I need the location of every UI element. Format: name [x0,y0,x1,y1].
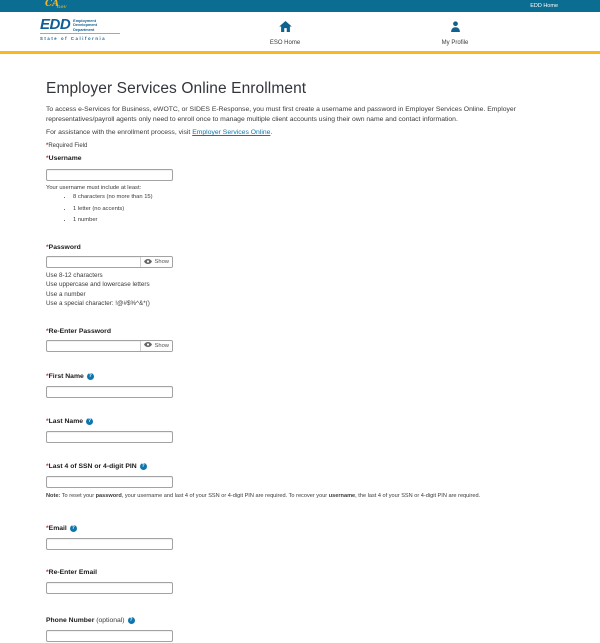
page-title: Employer Services Online Enrollment [46,80,307,97]
edd-logo-swoosh [40,33,120,34]
nav-eso-home[interactable] [250,19,320,46]
email-field-group [46,525,554,551]
email-help-icon[interactable]: ? [71,525,75,532]
edd-dept-line: Employment [73,19,96,23]
ssn-note-seg: , the last 4 of your SSN or 4-digit PIN are required. [355,492,481,499]
person-icon [450,19,461,37]
last-name-label-text: Last Name [48,417,84,425]
utility-bar [0,0,600,12]
password-label-text: Password [48,244,81,251]
edd-dept-line: Development [73,23,98,28]
last-name-input[interactable] [46,431,173,443]
required-star: * [46,327,49,335]
reenter-email-label-text: Re-Enter Email [48,568,98,576]
nav-eso-home-label: ESO Home [269,40,301,46]
ssn-pin-label [46,463,554,471]
required-field-note [46,143,554,149]
password-show-label: Show [154,259,169,265]
main-content [0,80,600,643]
password-rule: Use a special character: !@#$%^&*() [46,300,150,308]
reenter-password-show-label: Show [154,342,169,349]
first-name-label-text: First Name [48,372,84,380]
reenter-password-input[interactable] [47,341,140,351]
phone-optional-text: (optional) [96,616,125,624]
assistance-prefix: For assistance with the enrollment process, visit [46,129,193,136]
phone-help-icon[interactable]: ? [129,617,133,624]
site-header [0,12,600,54]
edd-logo-state: State of California [40,35,107,41]
username-hint-list [46,194,554,224]
required-field-text: Required Field [48,143,88,149]
reenter-password-field-group [46,328,554,352]
employer-services-online-link[interactable]: Employer Services Online [192,129,271,136]
phone-label-text: Phone Number [46,616,95,624]
edd-logo-word: EDD [40,16,71,33]
ca-gov-logo-ca: CA [45,0,60,9]
ca-gov-logo-gov: GOV [57,5,67,9]
ssn-pin-field-group [46,463,554,500]
password-input[interactable] [47,257,140,267]
username-label-text: Username [48,155,82,162]
phone-field-group [46,617,554,643]
last-name-field-group [46,418,554,444]
username-input[interactable] [46,169,173,181]
first-name-label [46,373,554,381]
password-rule: Use uppercase and lowercase letters [46,281,150,289]
password-label [46,244,554,252]
phone-input[interactable] [46,630,173,642]
nav-my-profile-label: My Profile [441,40,469,46]
email-label-text: Email [48,524,67,532]
assistance-suffix: . [270,129,273,136]
edd-logo-dept [73,19,97,32]
required-star: * [46,524,49,532]
reenter-password-show-button[interactable] [140,341,172,351]
required-star: * [46,143,49,149]
first-name-field-group [46,373,554,399]
username-hint-title: Your username must include at least: [46,185,142,191]
assistance-text [46,129,554,136]
password-rules [46,271,554,309]
last-name-help-icon[interactable]: ? [88,418,92,425]
last-name-label [46,418,554,426]
ssn-note-seg: , your username and last 4 of your SSN or 4-digit PIN are required. To recover your [121,492,329,499]
home-icon [279,19,292,37]
ssn-pin-input[interactable] [46,476,173,488]
required-star: * [46,568,49,576]
ssn-pin-help-icon[interactable]: ? [141,463,145,470]
required-star: * [46,417,49,425]
ssn-note-bold: password [95,492,122,499]
password-show-button[interactable] [140,257,172,267]
ssn-note-label: Note: [46,492,61,499]
required-star: * [46,462,49,470]
edd-logo[interactable] [40,18,122,41]
eye-icon [144,259,152,266]
reenter-email-field-group [46,569,554,595]
ssn-note [46,493,554,500]
first-name-help-icon[interactable]: ? [88,373,92,380]
reenter-password-input-group [46,340,173,352]
phone-label [46,617,554,625]
password-rule: Use a number [46,290,86,298]
ssn-note-seg: To reset your [60,492,96,499]
reenter-password-label [46,328,554,336]
username-field-group [46,155,554,224]
ca-gov-logo[interactable] [45,0,67,12]
ssn-note-bold: username [328,492,356,499]
email-input[interactable] [46,538,173,550]
eye-icon [144,342,152,349]
required-star: * [46,372,49,380]
first-name-input[interactable] [46,386,173,398]
password-input-group [46,256,173,268]
email-label [46,525,554,533]
required-star: * [46,155,49,162]
edd-home-link[interactable]: EDD Home [530,3,558,9]
username-label [46,155,554,163]
username-hint-item: • 8 characters (no more than 15) [73,194,554,201]
username-hint-item: • 1 letter (no accents) [73,206,554,213]
intro-text: To access e-Services for Business, eWOTC, or SIDES E-Response, you must first create a username and password in Employer Services Online. Employer representatives/payroll agents only need to enroll once to manage multiple client accounts using their own name and contact information. [46,106,516,123]
password-rule: Use 8-12 characters [46,272,103,279]
username-hint-item: • 1 number [73,217,554,224]
ssn-pin-label-text: Last 4 of SSN or 4-digit PIN [48,462,137,470]
nav-my-profile[interactable] [420,19,490,46]
reenter-email-label [46,569,554,577]
password-field-group [46,244,554,309]
edd-dept-line: Department [73,27,95,32]
reenter-email-input[interactable] [46,582,173,594]
reenter-password-label-text: Re-Enter Password [48,327,111,335]
required-star: * [46,244,49,251]
